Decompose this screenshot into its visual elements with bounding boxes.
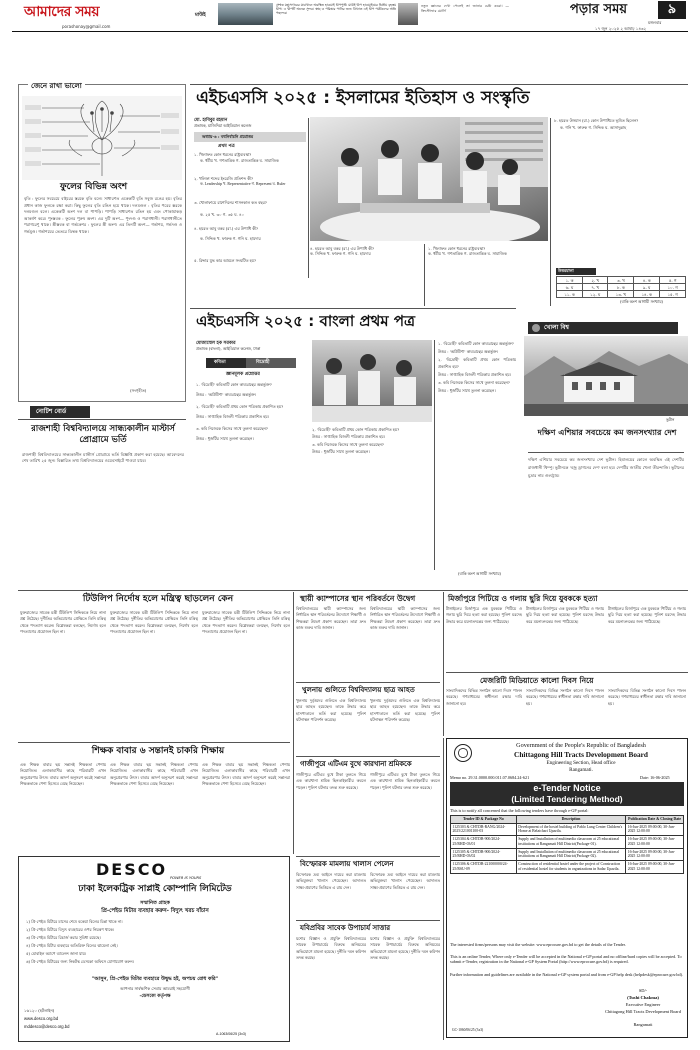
- tender-note-3: Further information and guidelines are available in the National e-GP system portal and from e-GP help desk (helpdesk@eprocure.gov.bd).: [450, 972, 684, 977]
- desco-slogan: "আসুন, প্রি-পেইড মিটার ব্যবহারে উদ্বুদ্ধ হই, অপচয় রোধ করি": [91, 976, 219, 982]
- bhutan-caption: ভুটান: [666, 417, 675, 422]
- news-media-body-1: সাংবাদিকদের বিভিন্ন সংগঠন কালো দিবস পালন করেছে। গণমাধ্যমের স্বাধীনতা রক্ষার দাবি জানানো হয়।: [446, 688, 522, 706]
- islam-author-role: প্রভাষক, মাজিদিয়া আইডিয়াল কলেজ: [194, 123, 252, 128]
- news-col-rule-1: [293, 592, 294, 854]
- desco-item-2: ২) প্রি-পেইড মিটারে বিদ্যুৎ ব্যবহারের ওপর নিয়ন্ত্রণ থাকে।: [26, 927, 115, 932]
- islam-q5: ৫. রিদ্দার যুদ্ধ কার আমলে সংঘটিত হয়?: [194, 258, 257, 263]
- news-tulip-body-1: যুক্তরাজ্যের সাবেক মন্ত্রী টিউলিপ সিদ্দিককে নিয়ে নানা প্রশ্ন উঠেছে। দুর্নীতির অভিযোগের প্রেক্ষিতে তিনি মন্ত্রিত্ব থেকে পদত্যাগ করেন। বিশ্লেষকরা বলছেন, নির্দোষ হলে পদত্যাগের প্রয়োজন ছিল না।: [20, 610, 106, 634]
- islam-chapter: অধ্যায়-৬ : বহুনির্বাচনি প্রশ্নোত্তর: [194, 132, 306, 142]
- news-teacher-body-1: এক শিক্ষক বাবার ছয় সন্তানই শিক্ষকতা পেশায় নিয়োজিত। এলাকাবাসীর কাছে পরিবারটি এখন অনুপ্রেরণার উৎস। বাবার আদর্শ অনুসরণ করেই সন্তানরা শিক্ষকতাকে পেশা হিসেবে বেছে নিয়েছেন।: [20, 762, 106, 786]
- quote-photo: [398, 3, 418, 25]
- tender-row: 1125305 & CHTDB-900/2024-25/RHD-03/02 Supply and Installation of multimedia classroom at 25 educational institutions at Rangamati Hill District(Package-02). 16-Jun-2025 09:00:00, 30-Jun-2025 12:00:00: [451, 848, 684, 860]
- news-campus-title: স্থায়ী ক্যাম্পাসের স্থান পরিবর্তনে উদ্বেগ: [300, 594, 416, 603]
- news-rule-f: [296, 920, 440, 921]
- weekday: মঙ্গলবার: [648, 20, 662, 25]
- world-title: দক্ষিণ এশিয়ার সবচেয়ে কম জনসংখ্যার দেশ: [537, 428, 677, 437]
- news-media-title: মেজরিটি মিডিয়াতে কালো দিবস নিয়ে: [480, 676, 594, 685]
- tender-signer-role: Executive Engineer: [625, 1002, 661, 1007]
- desco-item-5: ৫) মোবাইল অ্যাপে ব্যালেন্স জানা যায়।: [26, 951, 87, 956]
- tender-gc: GC-1060/06/25 (3x3): [452, 1028, 484, 1032]
- desco-headline: প্রি-পেইড মিটার ব্যবহার করুন- বিদ্যুৎ খরচ বাঁচান: [101, 908, 209, 914]
- bangla-q2: ২. 'বিদ্রোহী' কবিতাটি প্রথম কোন পত্রিকায় প্রকাশিত হয়?: [196, 404, 284, 409]
- islam-right-o: ক. গনি খ. ফারুক গ. সিদ্দিক ঘ. আসাদুল্লাহ: [560, 125, 627, 130]
- bangla-q1: ১. 'বিদ্রোহী' কবিতাটি কোন কাব্যগ্রন্থের অন্তর্ভুক্ত?: [196, 382, 272, 387]
- islam-q2: ২. খলিফা শব্দের ইংরেজি প্রতিশব্দ কী?: [194, 176, 254, 181]
- islam-o2: ক. Leadership খ. Representative গ. Represent ঘ. Ruler: [200, 182, 286, 186]
- notice-headline: রাজশাহী বিশ্ববিদ্যালয়ে সান্ধ্যকালীন মাস্টার্স প্রোগ্রামে ভর্তি: [31, 424, 175, 445]
- bangla-a1: উত্তর : 'অগ্নিবীণা' কাব্যগ্রন্থের অন্তর্ভুক্ত।: [196, 392, 257, 397]
- bangla-col-right: ১. 'বিদ্রোহী' কবিতাটি কোন কাব্যগ্রন্থের অন্তর্ভুক্ত? উত্তর : 'অগ্নিবীণা' কাব্যগ্রন্থের অন্তর্ভুক্ত। ২. 'বিদ্রোহী' কবিতাটি প্রথম কোন পত্রিকায় প্রকাশিত হয়? উত্তর : সাপ্তাহিক বিজলী পত্রিকায় প্রকাশিত হয়। ৩. কবি নিজেকে কিসের সাথে তুলনা করেছেন? উত্তর : ধূর্জটির সাথে তুলনা করেছেন।: [438, 341, 516, 393]
- tender-place: Rangamati.: [569, 767, 593, 773]
- tender-sd: SD/-: [638, 988, 648, 993]
- desco-hotline: ১৬১২০ (হটলাইন): [24, 1008, 55, 1013]
- bangla-tag-title: বিদ্রোহী: [246, 358, 296, 368]
- classroom-photo: [310, 117, 548, 241]
- know-title: জেনে রাখা ভালো: [28, 82, 85, 91]
- bangla-tag-poem: কবিতা: [206, 358, 246, 368]
- news-khulna-body-2: খুলনায় দুর্বৃত্তদের গুলিতে এক বিশ্ববিদ্যালয় ছাত্র আহত হয়েছেন। তাকে উদ্ধার করে হাসপাতালে ভর্তি করা হয়েছে। পুলিশ ঘটনাস্থল পরিদর্শন করেছে।: [370, 698, 440, 722]
- flower-diagram: [22, 96, 182, 180]
- news-khulna-title: খুলনায় গুলিতে বিশ্ববিদ্যালয় ছাত্র আহত: [302, 686, 415, 694]
- news-teacher-body-3: এক শিক্ষক বাবার ছয় সন্তানই শিক্ষকতা পেশায় নিয়োজিত। এলাকাবাসীর কাছে পরিবারটি এখন অনুপ্রেরণার উৎস। বাবার আদর্শ অনুসরণ করেই সন্তানরা শিক্ষকতাকে পেশা হিসেবে বেছে নিয়েছেন।: [202, 762, 290, 786]
- islam-col-rule: [308, 118, 309, 278]
- notice-title: নোটিশ বোর্ড: [36, 408, 67, 415]
- maui-photo: [218, 3, 273, 25]
- notice-body: রাজশাহী বিশ্ববিদ্যালয়ের সান্ধ্যকালীন মাস্টার্স প্রোগ্রামে ভর্তি বিজ্ঞপ্তি প্রকাশ করা হয়েছে। আবেদনের শেষ তারিখ ২৫ জুন। বিস্তারিত তথ্য বিশ্ববিদ্যালয়ের ওয়েবসাইটে পাওয়া যাবে।: [22, 452, 184, 464]
- tender-signer: (Tushi Chakma): [627, 995, 659, 1000]
- notice-rule: [18, 419, 186, 420]
- bangla-q3: ৩. কবি নিজেকে কিসের সাথে তুলনা করেছেন?: [196, 426, 268, 431]
- know-body: বৃতি : ফুলের সবচেয়ে বাইরের স্তরকে বৃতি বলে। সাধারণত একেকটি বৃতি সবুজ রঙের হয়। বৃতির প্রধান কাজ ফুলকে রক্ষা করা। কিছু ফুলের বৃতি রঙিন হয়ে থাকে। দলমণ্ডল : বৃতির পরের স্তরকে দলমণ্ডল বলে। একেকটি অংশ দল বা পাপড়ি। পাপড়ি সাধারণত রঙিন হয় এবং পোকামাকড় আকর্ষণ করে। পুংস্তবক : ফুলের পুরুষ অংশ। এর দুটি অংশ— পুংদণ্ড ও পরাগধানী। পরাগধানীতে পরাগরেণু থাকে। স্ত্রীস্তবক বা গর্ভকেশর : ফুলের স্ত্রী অংশ। এর তিনটি অংশ— গর্ভাশয়, গর্ভদণ্ড ও গর্ভমুণ্ড। গর্ভাশয়ের ভেতরে ডিম্বক থাকে।: [24, 196, 182, 234]
- islam-author: মো. হাবিবুর রহমান: [194, 118, 228, 123]
- tender-signer-place: Rangamati: [633, 1022, 653, 1027]
- bangla-a3: উত্তর : ধূর্জটির সাথে তুলনা করেছেন।: [196, 436, 254, 441]
- news-tulip-body-2: যুক্তরাজ্যের সাবেক মন্ত্রী টিউলিপ সিদ্দিককে নিয়ে নানা প্রশ্ন উঠেছে। দুর্নীতির অভিযোগের প্রেক্ষিতে তিনি মন্ত্রিত্ব থেকে পদত্যাগ করেন। বিশ্লেষকরা বলছেন, নির্দোষ হলে পদত্যাগের প্রয়োজন ছিল না।: [110, 610, 198, 634]
- tender-date: Date: 16-06-2025: [640, 775, 670, 780]
- maui-text: প্রশান্ত মহাসাগরের মাঝখানে অবস্থিত হাওয়াই দ্বীপপুঞ্জ। মাউই দ্বীপ হাওয়াইয়ের দ্বিতীয় বৃহত্তম দ্বীপ। এ দ্বীপটি অনেক সুন্দর। স্বচ্ছ ও পরিষ্কার পানির জন্য বিখ্যাত এই দ্বীপ পর্যটকদের অতি পছন্দের।: [276, 3, 396, 16]
- quote-text: নতুন জ্ঞানের দেখা পেলেই তা জানার চেষ্টা করো। — ক্রিস্টোফার মোর্লি: [421, 4, 509, 13]
- ad-label: মাউই: [195, 12, 206, 18]
- news-mirzapur-body-1: টাঙ্গাইলের মির্জাপুরে এক যুবককে পিটিয়ে ও গলায় ছুরি দিয়ে হত্যা করা হয়েছে। পুলিশ মরদেহ উদ্ধার করে ময়নাতদন্তের জন্য পাঠিয়েছে।: [446, 606, 522, 624]
- tender-note-2: This is an online Tender, Where only e-Tender will be accepted in the National e-GP portal and no offline/hard copies will be accepted. To submit e-Tender, registration in the National e-GP System Portal (http://www.eprocure.gov.bd) is required.: [450, 954, 682, 965]
- news-top-rule: [18, 590, 688, 591]
- desco-item-6: ৬) প্রি-পেইড মিটারের জন্য নিকটস্থ ডেসকো অফিসে যোগাযোগ করুন।: [26, 959, 134, 964]
- news-gazipur-title: গাজীপুরে এটিএম বুথে কারখানা শ্রমিককে: [300, 760, 412, 768]
- news-mirzapur-title: মির্জাপুরে পিটিয়ে ও গলায় ছুরি দিয়ে যুবককে হত্যা: [448, 594, 598, 603]
- news-gazipur-body-2: গাজীপুরে এটিএম বুথে টাকা তুলতে গিয়ে এক কারখানা শ্রমিক ছিনতাইকারীর কবলে পড়েন। পুলিশ ঘটনার তদন্ত শুরু করেছে।: [370, 772, 440, 790]
- islam-title: এইচএসসি ২০২৫ : ইসলামের ইতিহাস ও সংস্কৃতি: [196, 88, 530, 108]
- news-gazipur-body-1: গাজীপুরে এটিএম বুথে টাকা তুলতে গিয়ে এক কারখানা শ্রমিক ছিনতাইকারীর কবলে পড়েন। পুলিশ ঘটনার তদন্ত শুরু করেছে।: [296, 772, 366, 790]
- world-body: দক্ষিণ এশিয়ার সবচেয়ে কম জনসংখ্যার দেশ ভুটান। হিমালয়ের কোলে অবস্থিত এই দেশটির রাজধানী থিম্পু। ভুটানকে 'বজ্র ড্রাগনের দেশ' বলা হয়। দেশটির জাতীয় খেলা তীরন্দাজি। ভুটানের মুদ্রার নাম গুলট্রাম।: [528, 457, 684, 478]
- tender-gov: Government of the People's Republic of Bangladesh: [516, 742, 646, 749]
- newspaper-logo: আমাদের সময়: [24, 4, 144, 22]
- islam-part: প্রথম পত্র: [218, 144, 235, 149]
- news-blast-body-2: বিস্ফোরক দ্রব্য আইনে দায়ের করা মামলায় অভিযুক্তরা খালাস পেয়েছেন। আদালত সাক্ষ্য-প্রমাণের ভিত্তিতে এ রায় দেন।: [370, 872, 440, 890]
- tender-memo: Memo no. 29.31.0000.000.011.07.0684.24-621: [450, 775, 530, 780]
- islam-o4: ক. সিদ্দিক খ. ফারুক গ. গনি ঘ. হায়দার: [200, 236, 261, 241]
- news-rule-b: [296, 682, 440, 683]
- world-tag: খোলা বিশ্ব: [528, 322, 678, 334]
- desco-sign: -ডেসকো কর্তৃপক্ষ: [139, 994, 171, 999]
- answers-title: উত্তরমালা: [556, 268, 596, 275]
- section-title: পড়ার সময়: [570, 2, 628, 17]
- desco-code: A-1063/06/25 (3x3): [216, 1032, 246, 1036]
- news-media-body-2: সাংবাদিকদের বিভিন্ন সংগঠন কালো দিবস পালন করেছে। গণমাধ্যমের স্বাধীনতা রক্ষার দাবি জানানো হয়।: [526, 688, 604, 706]
- news-teacher-body-2: এক শিক্ষক বাবার ছয় সন্তানই শিক্ষকতা পেশায় নিয়োজিত। এলাকাবাসীর কাছে পরিবারটি এখন অনুপ্রেরণার উৎস। বাবার আদর্শ অনুসরণ করেই সন্তানরা শিক্ষকতাকে পেশা হিসেবে বেছে নিয়েছেন।: [110, 762, 198, 786]
- bangla-bottom-left: ২. 'বিদ্রোহী' কবিতাটি প্রথম কোন পত্রিকায় প্রকাশিত হয়? উত্তর : সাপ্তাহিক বিজলী পত্রিকায় প্রকাশিত হয়। ৩. কবি নিজেকে কিসের সাথে তুলনা করেছেন? উত্তর : ধূর্জটির সাথে তুলনা করেছেন।: [312, 427, 400, 455]
- islam-title-rule: [190, 84, 688, 85]
- desco-company: ঢাকা ইলেকট্রিক সাপ্লাই কোম্পানি লিমিটেড: [78, 884, 232, 894]
- globe-icon: [532, 324, 540, 332]
- masthead-rule: [12, 31, 688, 32]
- students-photo: [312, 340, 432, 422]
- tender-signer-org: Chittagong Hill Tracts Development Board: [605, 1009, 681, 1014]
- islam-col4-text: ১. খিলাফত কোন ধরনের রাষ্ট্রব্যবস্থা? ক. ধর্মীয় খ. গণতান্ত্রিক গ. রাজতান্ত্রিক ঘ. সামাজিক: [428, 246, 507, 256]
- news-vc-body-2: যশোর বিজ্ঞান ও প্রযুক্তি বিশ্ববিদ্যালয়ের সাবেক উপাচার্যের বিরুদ্ধে অনিয়মের অভিযোগে মামলা হয়েছে। দুর্নীতি দমন কমিশন তদন্ত করছে।: [370, 936, 440, 960]
- news-teacher-title: শিক্ষক বাবার ৬ সন্তানই চাকরি শিক্ষায়: [91, 746, 225, 756]
- bangla-author-role: প্রভাষক (বাংলা), আইডিয়াল কলেজ, ঢাকা: [196, 346, 261, 351]
- news-media-body-3: সাংবাদিকদের বিভিন্ন সংগঠন কালো দিবস পালন করেছে। গণমাধ্যমের স্বাধীনতা রক্ষার দাবি জানানো হয়।: [608, 688, 686, 706]
- desco-email: mddesco@desco.org.bd: [24, 1024, 70, 1029]
- news-campus-body-2: বিশ্ববিদ্যালয়ের স্থায়ী ক্যাম্পাসের জন্য নির্ধারিত স্থান পরিবর্তনের উদ্যোগে শিক্ষার্থী ও শিক্ষকরা উদ্বেগ প্রকাশ করেছেন। তারা দ্রুত কাজ শুরুর দাবি জানান।: [370, 606, 440, 630]
- news-col-rule-2: [443, 592, 444, 736]
- know-caption: ফুলের বিভিন্ন অংশ: [60, 182, 128, 192]
- islam-continue: (বাকি অংশ আগামী সংখ্যায়): [620, 299, 663, 304]
- news-mirzapur-body-3: টাঙ্গাইলের মির্জাপুরে এক যুবককে পিটিয়ে ও গলায় ছুরি দিয়ে হত্যা করা হয়েছে। পুলিশ মরদেহ উদ্ধার করে ময়নাতদন্তের জন্য পাঠিয়েছে।: [608, 606, 686, 624]
- tender-org: Chittagong Hill Tracts Development Board: [514, 750, 648, 759]
- islam-o1: ক. ধর্মীয় খ. গণতান্ত্রিক গ. রাজতান্ত্রিক ঘ. সামাজিক: [200, 158, 279, 163]
- news-rule-a: [18, 742, 290, 743]
- islam-q4: ৪. হযরত আবু বকর (রা.) এর উপাধি কী?: [194, 226, 259, 231]
- bangla-col-rule: [434, 340, 435, 570]
- tender-table-header: Tender ID & Package No Description Publication Date & Closing Date: [451, 816, 684, 824]
- bangla-a2: উত্তর : সাপ্তাহিক বিজলী পত্রিকায় প্রকাশিত হয়।: [196, 414, 269, 419]
- issue-date: ১৭ জুন ২০২৫ ২ আষাঢ় ১৪৩২: [595, 26, 647, 31]
- bangla-continue: (বাকি অংশ আগামী সংখ্যায়): [458, 571, 501, 576]
- desco-web: www.desco.org.bd: [24, 1016, 59, 1021]
- world-rule: [528, 452, 684, 453]
- tender-row: 1125303 & CHTDB-RANG/2024-2025/221001100-03 Development of the hostel building of Pablo Lung Center Children's Home at Belaichari Upazila. 16-Jun-2025 09:00:00, 30-Jun-2025 12:00:00: [451, 823, 684, 835]
- tender-intro: This is to notify all concerned that the following tenders have through e-GP portal:: [450, 808, 589, 813]
- news-vc-title: যবিপ্রবির সাবেক উপাচার্য সাত্তার: [300, 924, 391, 932]
- islam-right-q: ৮. হযরত উসমান (রা.) কোন উপাধিতে ভূষিত ছিলেন?: [554, 118, 639, 123]
- news-col-rule-3: [443, 738, 444, 1040]
- news-rule-c: [296, 756, 440, 757]
- tender-note-1: The interested firms/persons may visit the website: www.eprocure.gov.bd to get the details of the Tender.: [450, 942, 626, 947]
- news-blast-body-1: বিস্ফোরক দ্রব্য আইনে দায়ের করা মামলায় অভিযুক্তরা খালাস পেয়েছেন। আদালত সাক্ষ্য-প্রমাণের ভিত্তিতে এ রায় দেন।: [296, 872, 366, 890]
- news-rule-d: [446, 672, 688, 673]
- bhutan-photo: [524, 336, 688, 416]
- news-rule-e: [296, 856, 440, 857]
- tender-table: [450, 815, 684, 874]
- bangla-title: এইচএসসি ২০২৫ : বাংলা প্রথম পত্র: [196, 312, 416, 330]
- masthead-email: porashonay@gmail.com: [62, 24, 111, 29]
- islam-q1: ১. খিলাফত কোন ধরনের রাষ্ট্রব্যবস্থা?: [194, 152, 252, 157]
- masthead: [0, 0, 700, 31]
- bangla-author: মোজাম্মেল হক সরকার: [196, 341, 236, 346]
- tender-subtitle: (Limited Tendering Method): [511, 794, 623, 804]
- islam-col-rule-2: [424, 244, 425, 306]
- islam-col3-text: ৪. হযরত আবু বকর (রা.) এর উপাধি কী? ক. সিদ্দিক খ. ফারুক গ. গনি ঘ. হায়দার: [310, 246, 375, 256]
- news-khulna-body-1: খুলনায় দুর্বৃত্তদের গুলিতে এক বিশ্ববিদ্যালয় ছাত্র আহত হয়েছেন। তাকে উদ্ধার করে হাসপাতালে ভর্তি করা হয়েছে। পুলিশ ঘটনাস্থল পরিদর্শন করেছে।: [296, 698, 366, 722]
- islam-q3: ৩. খোলাফায়ে রাশেদিনের শাসনকাল কত বছর?: [194, 200, 267, 205]
- islam-o3: ক. ২৫ খ. ৩০ গ. ৩৫ ঘ. ৪০: [200, 212, 245, 217]
- news-vc-body-1: যশোর বিজ্ঞান ও প্রযুক্তি বিশ্ববিদ্যালয়ের সাবেক উপাচার্যের বিরুদ্ধে অনিয়মের অভিযোগে মামলা হয়েছে। দুর্নীতি দমন কমিশন তদন্ত করছে।: [296, 936, 366, 960]
- tender-title: e-Tender Notice: [533, 783, 601, 793]
- news-mirzapur-body-2: টাঙ্গাইলের মির্জাপুরে এক যুবককে পিটিয়ে ও গলায় ছুরি দিয়ে হত্যা করা হয়েছে। পুলিশ মরদেহ উদ্ধার করে ময়নাতদন্তের জন্য পাঠিয়েছে।: [526, 606, 604, 624]
- news-tulip-body-3: যুক্তরাজ্যের সাবেক মন্ত্রী টিউলিপ সিদ্দিককে নিয়ে নানা প্রশ্ন উঠেছে। দুর্নীতির অভিযোগের প্রেক্ষিতে তিনি মন্ত্রিত্ব থেকে পদত্যাগ করেন। বিশ্লেষকরা বলছেন, নির্দোষ হলে পদত্যাগের প্রয়োজন ছিল না।: [202, 610, 290, 634]
- bangla-sub: জ্ঞানমূলক প্রশ্নোত্তর: [226, 372, 260, 377]
- news-blast-title: বিস্ফোরক মামলায় খালাস পেলেন: [300, 860, 394, 868]
- know-credit: (সংগৃহীত): [130, 388, 147, 393]
- bangla-title-rule: [190, 308, 516, 309]
- desco-item-1: ১) প্রি-পেইড মিটারে মাসের শেষে বকেয়া বিলের চিন্তা থাকে না।: [26, 919, 123, 924]
- desco-tagline: POWER IS YOURS: [170, 876, 202, 880]
- answers-table: ১. ক ২. খ ৩. খ ৪. ক ৫. গ ৬. ঘ ৭. খ ৮. ক ৯. ঘ ১০. গ ১১. ক ১২. ঘ ১৩. খ ১৪. ক ১৫. গ: [556, 276, 686, 298]
- islam-col-rule-3: [550, 118, 551, 306]
- desco-logo: DESCO: [96, 860, 168, 879]
- desco-greeting: সম্মানিত গ্রাহক: [140, 900, 170, 906]
- tender-row: 1125306 & CHTDB-221000000/24-25/RSU-09 Construction of residential hostel under the project of Construction of residential hostel for students in organizations in Sadar Upazila. 16-Jun-2025 09:00:00, 30-Jun-2025 12:00:00: [451, 861, 684, 873]
- page-number: ৯: [658, 1, 686, 19]
- govt-seal-icon: [454, 744, 472, 762]
- desco-sub: আপনার সার্বক্ষণিক সেবায় আমরাই সহযোগী: [120, 986, 190, 991]
- news-campus-body-1: বিশ্ববিদ্যালয়ের স্থায়ী ক্যাম্পাসের জন্য নির্ধারিত স্থান পরিবর্তনের উদ্যোগে শিক্ষার্থী ও শিক্ষকরা উদ্বেগ প্রকাশ করেছেন। তারা দ্রুত কাজ শুরুর দাবি জানান।: [296, 606, 366, 630]
- tender-row: 1125304 & CHTDB-900/2024-25/RHD-03/01 Supply and Installation of multimedia classroom at 25 educational institutions at Rangamati Hill District(Package-01). 16-Jun-2025 09:00:00, 30-Jun-2025 12:00:00: [451, 836, 684, 848]
- news-tulip-title: টিউলিপ নির্দোষ হলে মন্ত্রিত্ব ছাড়লেন কেন: [82, 594, 234, 604]
- desco-item-3: ৩) প্রি-পেইড মিটারে রিচার্জ করার সুবিধা রয়েছে।: [26, 935, 101, 940]
- desco-item-4: ৪) প্রি-পেইড মিটার ব্যবহারে অতিরিক্ত বিলের ঝামেলা নেই।: [26, 943, 118, 948]
- tender-office: Engineering Section, Head office: [546, 760, 616, 766]
